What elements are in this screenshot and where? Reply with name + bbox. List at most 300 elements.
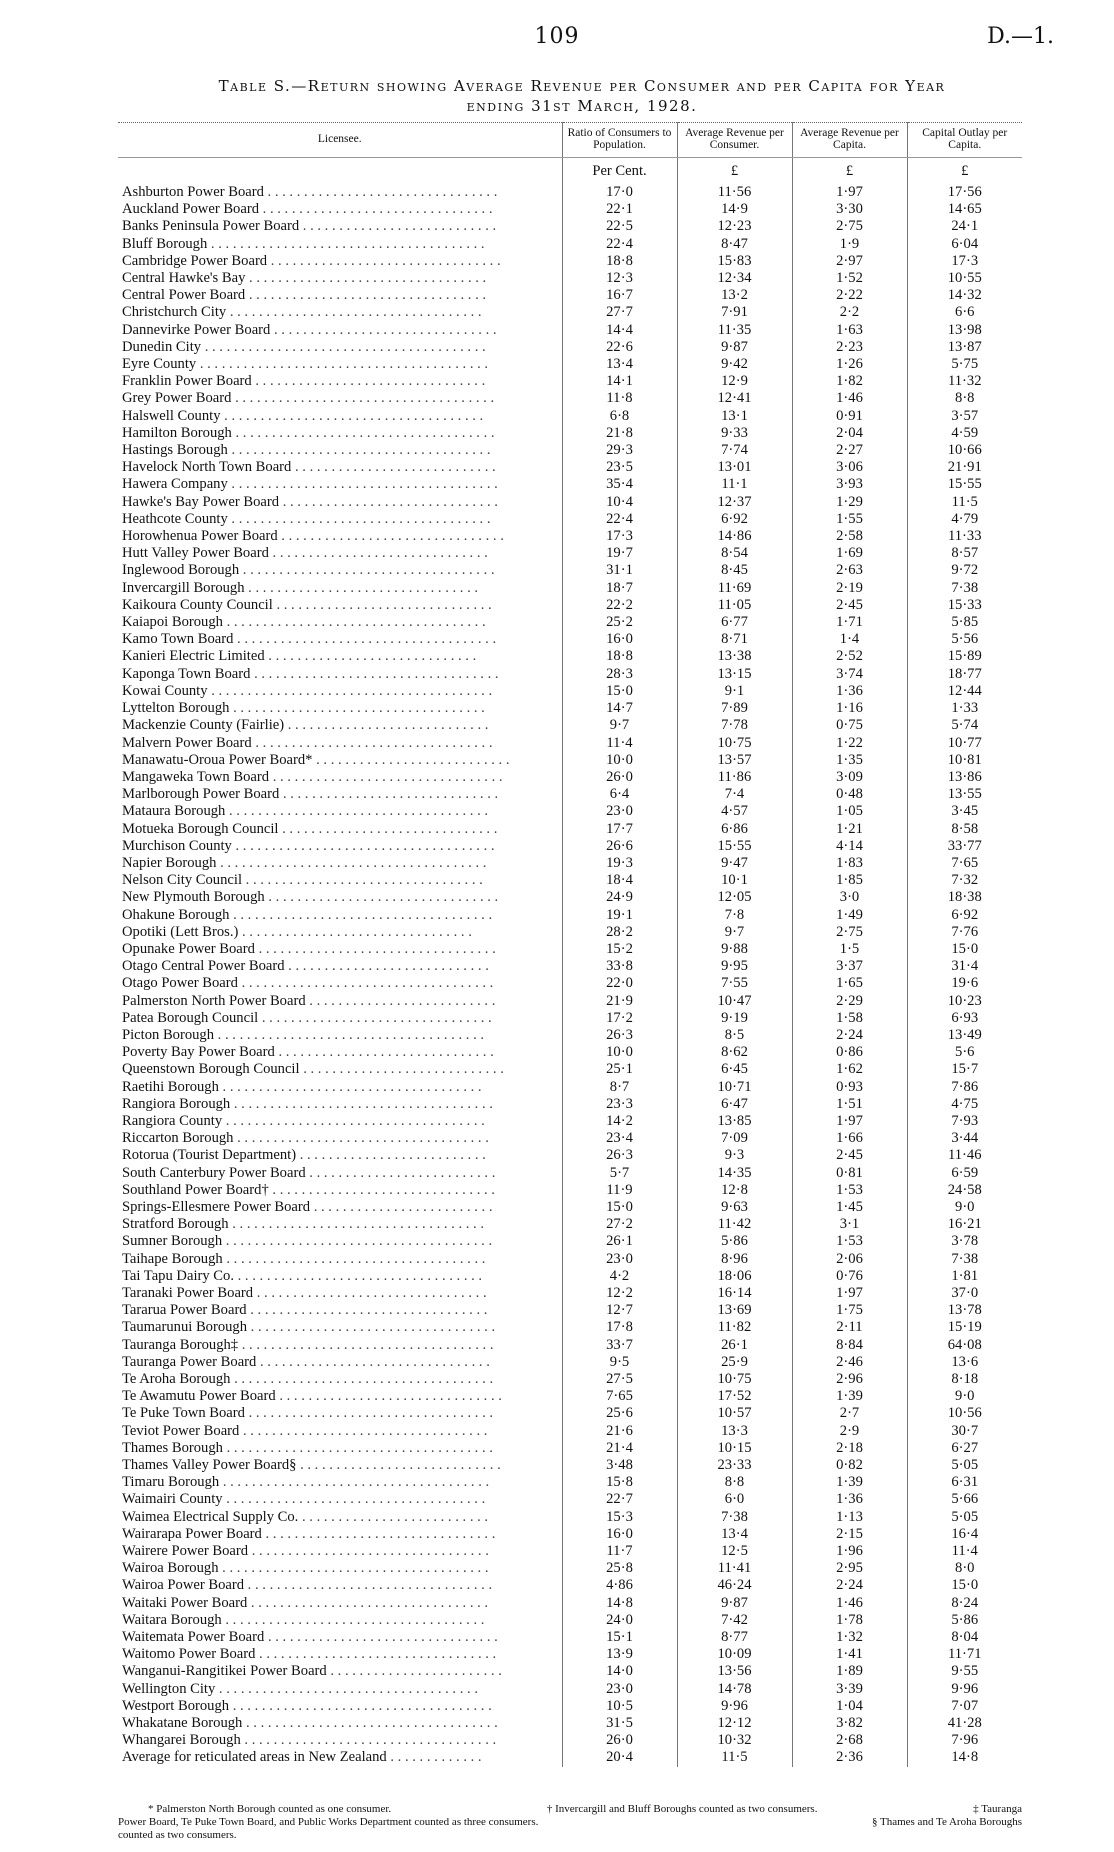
- table-row: [118, 1199, 1022, 1216]
- licensee-cell: [118, 1663, 562, 1680]
- revenue-capita-cell: 1·35: [792, 752, 907, 769]
- ratio-cell: 26·3: [562, 1027, 677, 1044]
- revenue-capita-cell: 2·46: [792, 1354, 907, 1371]
- leader-dots: . . . . . . . . . . . . . . . . . . . . . . . . . . . .: [284, 717, 489, 734]
- leader-dots: . . . . . . . . . . . . . . . . . . . . . . . . . .: [296, 1147, 486, 1164]
- header-revenue-per-capita: Average Revenue per Capita.: [792, 123, 907, 158]
- leader-dots: . . . . . . . . . . . . . . . . . . . . . . . . . .: [305, 1164, 496, 1181]
- leader-dots: . . . . . . . . . . . . . . . . . . . . . . . . . . . . . . . . . . . . . . .: [201, 338, 486, 355]
- capital-outlay-cell: 17·3: [907, 253, 1022, 270]
- table-row: [118, 236, 1022, 253]
- licensee-cell: [118, 287, 562, 304]
- revenue-capita-cell: 2·27: [792, 442, 907, 459]
- revenue-capita-cell: 1·69: [792, 545, 907, 562]
- licensee-cell: [118, 821, 562, 838]
- licensee-name: Napier Borough: [122, 854, 217, 871]
- table-row: [118, 459, 1022, 476]
- unit-cell: £: [677, 158, 792, 185]
- revenue-capita-cell: 1·96: [792, 1543, 907, 1560]
- licensee-cell: [118, 408, 562, 425]
- licensee-name: Picton Borough: [122, 1026, 215, 1043]
- capital-outlay-cell: 7·96: [907, 1732, 1022, 1749]
- licensee-cell: [118, 270, 562, 287]
- licensee-name: Inglewood Borough: [122, 562, 240, 579]
- licensee-cell: [118, 1543, 562, 1560]
- licensee-name: Hamilton Borough: [122, 424, 232, 441]
- licensee-cell: [118, 1113, 562, 1130]
- revenue-consumer-cell: 8·77: [677, 1629, 792, 1646]
- capital-outlay-cell: 24·1: [907, 218, 1022, 235]
- licensee-cell: [118, 1612, 562, 1629]
- leader-dots: . . . . . . . . . . . . . . . . . . . . . . . . . . . . . . . . . . . .: [218, 1078, 482, 1095]
- licensee-cell: [118, 1061, 562, 1078]
- licensee-name: Wairoa Borough: [122, 1560, 219, 1577]
- table-row: [118, 1405, 1022, 1422]
- capital-outlay-cell: 14·8: [907, 1749, 1022, 1766]
- leader-dots: . . . . . . . . . . . . . . . . . . . . . . . . . . . . . . . . . . . .: [233, 631, 497, 648]
- capital-outlay-cell: 15·89: [907, 648, 1022, 665]
- table-row: [118, 700, 1022, 717]
- leader-dots: . . . . . . . . . . . . . . . . . . . . . . . . . . . . . . . . . . .: [238, 1336, 494, 1353]
- capital-outlay-cell: 7·76: [907, 924, 1022, 941]
- licensee-name: Invercargill Borough: [122, 579, 245, 596]
- leader-dots: . . . . . . . . . . . . . . . . . . . . . . . . . . . . . .: [274, 1044, 494, 1061]
- licensee-cell: [118, 666, 562, 683]
- revenue-consumer-cell: 10·1: [677, 872, 792, 889]
- table-row: [118, 1457, 1022, 1474]
- revenue-capita-cell: 2·95: [792, 1560, 907, 1577]
- table-row: [118, 1543, 1022, 1560]
- licensee-cell: [118, 1079, 562, 1096]
- revenue-consumer-cell: 13·01: [677, 459, 792, 476]
- licensee-name: Te Aroha Borough: [122, 1371, 231, 1388]
- ratio-cell: 14·2: [562, 1113, 677, 1130]
- ratio-cell: 21·4: [562, 1440, 677, 1457]
- ratio-cell: 31·1: [562, 562, 677, 579]
- leader-dots: . . . . . . . . . . . . . . . . . . . . . . . . . . . . . . . . .: [254, 940, 496, 957]
- leader-dots: . . . . . . . . . . . . . . . . . . . . . . . . . . . . . . . . . . . .: [221, 1611, 485, 1628]
- licensee-name: Christchurch City: [122, 304, 227, 321]
- licensee-cell: [118, 1130, 562, 1147]
- table-body: [118, 158, 1022, 1767]
- capital-outlay-cell: 4·75: [907, 1096, 1022, 1113]
- revenue-consumer-cell: 11·41: [677, 1560, 792, 1577]
- revenue-capita-cell: 3·06: [792, 459, 907, 476]
- licensee-cell: [118, 1423, 562, 1440]
- table-row: [118, 717, 1022, 734]
- table-row: [118, 1440, 1022, 1457]
- licensee-cell: [118, 1698, 562, 1715]
- ratio-cell: 26·0: [562, 769, 677, 786]
- ratio-cell: 17·7: [562, 821, 677, 838]
- table-row: [118, 218, 1022, 235]
- leader-dots: . . . . . . . . . . . . . . . . . . . . . . . . . . . . . . . . . . . . .: [216, 854, 487, 871]
- table-row: [118, 683, 1022, 700]
- revenue-capita-cell: 2·45: [792, 597, 907, 614]
- leader-dots: . . . . . . . . . . . . . . . . . . . . . . . . . . . . . . . .: [238, 923, 472, 940]
- ratio-cell: 9·7: [562, 717, 677, 734]
- ratio-cell: 23·3: [562, 1096, 677, 1113]
- revenue-consumer-cell: 9·87: [677, 339, 792, 356]
- table-row: [118, 803, 1022, 820]
- table-row: [118, 752, 1022, 769]
- licensee-name: Taumarunui Borough: [122, 1319, 248, 1336]
- table-row: [118, 304, 1022, 321]
- capital-outlay-cell: 31·4: [907, 958, 1022, 975]
- leader-dots: . . . . . . . . . . . . . . . . . . . . . . . . . . . . . . . . .: [245, 270, 487, 287]
- revenue-capita-cell: 1·89: [792, 1663, 907, 1680]
- licensee-name: Kowai County: [122, 682, 208, 699]
- revenue-capita-cell: 2·11: [792, 1319, 907, 1336]
- licensee-cell: [118, 1491, 562, 1508]
- licensee-cell: [118, 838, 562, 855]
- capital-outlay-cell: 8·04: [907, 1629, 1022, 1646]
- ratio-cell: 22·6: [562, 339, 677, 356]
- ratio-cell: 33·8: [562, 958, 677, 975]
- revenue-capita-cell: 2·22: [792, 287, 907, 304]
- leader-dots: . . . . . . . . . . . . . . . . . . . . . . . . . . . . . .: [279, 786, 499, 803]
- revenue-capita-cell: 1·04: [792, 1698, 907, 1715]
- licensee-cell: [118, 1388, 562, 1405]
- table-row: [118, 1216, 1022, 1233]
- revenue-consumer-cell: 12·12: [677, 1715, 792, 1732]
- revenue-consumer-cell: 17·52: [677, 1388, 792, 1405]
- licensee-cell: [118, 993, 562, 1010]
- revenue-consumer-cell: 12·9: [677, 373, 792, 390]
- revenue-consumer-cell: 10·57: [677, 1405, 792, 1422]
- table-row: [118, 1474, 1022, 1491]
- licensee-name: Teviot Power Board: [122, 1422, 240, 1439]
- capital-outlay-cell: 15·19: [907, 1319, 1022, 1336]
- table-row: [118, 1732, 1022, 1749]
- licensee-name: Waitara Borough: [122, 1611, 222, 1628]
- document-code: D.—1.: [987, 24, 1054, 49]
- capital-outlay-cell: 13·86: [907, 769, 1022, 786]
- ratio-cell: 16·0: [562, 631, 677, 648]
- revenue-consumer-cell: 9·88: [677, 941, 792, 958]
- leader-dots: . . . . . . . . . . . . . . . . . . . . . . . . . . . . . . . . . .: [239, 1422, 488, 1439]
- licensee-cell: [118, 1577, 562, 1594]
- ratio-cell: 15·8: [562, 1474, 677, 1491]
- licensee-cell: [118, 597, 562, 614]
- ratio-cell: 27·7: [562, 304, 677, 321]
- capital-outlay-cell: 7·65: [907, 855, 1022, 872]
- leader-dots: . . . . . . . . . . . . . . . . . . . . . . . . . . . . . . . . . . . . . . . .: [196, 356, 489, 373]
- ratio-cell: 21·8: [562, 425, 677, 442]
- leader-dots: . . . . . . . . . . . . . . . . . . . . . . . . . . . . . . . . .: [242, 872, 483, 889]
- licensee-cell: [118, 1147, 562, 1164]
- ratio-cell: 19·3: [562, 855, 677, 872]
- table-row: [118, 339, 1022, 356]
- revenue-consumer-cell: 12·37: [677, 494, 792, 511]
- leader-dots: . . . . . . . . . . . . . . . . . . . . . . . . . . . . . . . . . . . . .: [222, 1439, 493, 1456]
- licensee-name: Average for reticulated areas in New Zealand: [122, 1749, 387, 1766]
- revenue-capita-cell: 2·18: [792, 1440, 907, 1457]
- capital-outlay-cell: 33·77: [907, 838, 1022, 855]
- revenue-capita-cell: 0·86: [792, 1044, 907, 1061]
- ratio-cell: 33·7: [562, 1337, 677, 1354]
- capital-outlay-cell: 37·0: [907, 1285, 1022, 1302]
- ratio-cell: 10·0: [562, 1044, 677, 1061]
- revenue-capita-cell: 2·9: [792, 1423, 907, 1440]
- revenue-capita-cell: 3·39: [792, 1681, 907, 1698]
- capital-outlay-cell: 10·55: [907, 270, 1022, 287]
- revenue-capita-cell: 1·32: [792, 1629, 907, 1646]
- revenue-consumer-cell: 14·86: [677, 528, 792, 545]
- licensee-cell: [118, 1732, 562, 1749]
- leader-dots: . . . . . . . . . . . . . . . . . . . . . . . . . . . . . .: [272, 596, 492, 613]
- ratio-cell: 24·9: [562, 889, 677, 906]
- licensee-name: Central Power Board: [122, 287, 246, 304]
- capital-outlay-cell: 5·6: [907, 1044, 1022, 1061]
- licensee-name: Whangarei Borough: [122, 1732, 241, 1749]
- licensee-name: Ashburton Power Board: [122, 184, 264, 200]
- capital-outlay-cell: 11·33: [907, 528, 1022, 545]
- unit-cell: £: [792, 158, 907, 185]
- revenue-consumer-cell: 10·71: [677, 1079, 792, 1096]
- leader-dots: . . . . . . . . . . . . . . . . . . . . . . . . . . . . . . .: [277, 528, 504, 545]
- licensee-name: Franklin Power Board: [122, 373, 252, 390]
- licensee-name: Halswell County: [122, 407, 221, 424]
- revenue-capita-cell: 1·49: [792, 907, 907, 924]
- table-row: [118, 1165, 1022, 1182]
- licensee-cell: [118, 1268, 562, 1285]
- leader-dots: . . . . . . . . . . . . . . . . . . . . . . . .: [326, 1663, 502, 1680]
- revenue-consumer-cell: 8·54: [677, 545, 792, 562]
- revenue-consumer-cell: 10·75: [677, 1371, 792, 1388]
- leader-dots: . . . . . . . . . . . . . . . . . . . . . . . . . . . . . . . .: [264, 1629, 498, 1646]
- leader-dots: . . . . . . . . . . . . . . . . . . . . . . . . . . . . . . . . . . .: [228, 1216, 484, 1233]
- revenue-capita-cell: 1·53: [792, 1233, 907, 1250]
- leader-dots: . . . . . . . . . . . . . . . . . . . . . . . . . . . . . . . . . . . . .: [222, 1233, 493, 1250]
- leader-dots: . . . . . . . . . . . . . . . . . . . . . . . . . . . . . . . . . . . .: [222, 614, 486, 631]
- revenue-consumer-cell: 7·4: [677, 786, 792, 803]
- footnote-asterisk: * Palmerston North Borough counted as one consumer.: [148, 1803, 392, 1815]
- ratio-cell: 25·6: [562, 1405, 677, 1422]
- ratio-cell: 18·4: [562, 872, 677, 889]
- capital-outlay-cell: 10·81: [907, 752, 1022, 769]
- table-row: [118, 528, 1022, 545]
- ratio-cell: 10·5: [562, 1698, 677, 1715]
- licensee-name: Timaru Borough: [122, 1474, 220, 1491]
- leader-dots: . . . . . . . . . . . . . . . . . . . . . . . . . . . . . . . . . . . .: [227, 442, 491, 459]
- leader-dots: . . . . . . . . . . . . . . . . . . . . . . . . . . . . . . . . .: [245, 287, 487, 304]
- licensee-name: Wairere Power Board: [122, 1543, 249, 1560]
- ratio-cell: 22·1: [562, 201, 677, 218]
- revenue-consumer-cell: 11·05: [677, 597, 792, 614]
- revenue-consumer-cell: 7·74: [677, 442, 792, 459]
- revenue-capita-cell: 1·58: [792, 1010, 907, 1027]
- licensee-cell: [118, 476, 562, 493]
- licensee-cell: [118, 1319, 562, 1336]
- leader-dots: . . . . . . . . . . . . . . . . . . . . . . . . . . . . . . . . . .: [250, 665, 499, 682]
- licensee-name: Southland Power Board†: [122, 1181, 269, 1198]
- revenue-consumer-cell: 11·35: [677, 322, 792, 339]
- revenue-capita-cell: 1·9: [792, 236, 907, 253]
- table-row: [118, 184, 1022, 201]
- ratio-cell: 15·0: [562, 1199, 677, 1216]
- table-row: [118, 597, 1022, 614]
- revenue-capita-cell: 2·06: [792, 1251, 907, 1268]
- ratio-cell: 9·5: [562, 1354, 677, 1371]
- revenue-capita-cell: 0·48: [792, 786, 907, 803]
- licensee-name: Whakatane Borough: [122, 1715, 243, 1732]
- ratio-cell: 13·4: [562, 356, 677, 373]
- revenue-capita-cell: 2·24: [792, 1577, 907, 1594]
- capital-outlay-cell: 5·75: [907, 356, 1022, 373]
- table-row: [118, 442, 1022, 459]
- ratio-cell: 16·0: [562, 1526, 677, 1543]
- leader-dots: . . . . . . . . . . . . . . . . . . . . . . . . . . . . . . . .: [256, 1353, 490, 1370]
- licensee-name: Waimairi County: [122, 1491, 223, 1508]
- revenue-capita-cell: 2·96: [792, 1371, 907, 1388]
- capital-outlay-cell: 5·74: [907, 717, 1022, 734]
- licensee-name: Mangaweka Town Board: [122, 768, 270, 785]
- licensee-name: Mataura Borough: [122, 803, 226, 820]
- table-row: [118, 855, 1022, 872]
- revenue-capita-cell: 1·05: [792, 803, 907, 820]
- revenue-capita-cell: 1·46: [792, 1595, 907, 1612]
- capital-outlay-cell: 64·08: [907, 1337, 1022, 1354]
- table-row: [118, 872, 1022, 889]
- ratio-cell: 26·0: [562, 1732, 677, 1749]
- capital-outlay-cell: 6·04: [907, 236, 1022, 253]
- table-row: [118, 1251, 1022, 1268]
- revenue-consumer-cell: 8·62: [677, 1044, 792, 1061]
- licensee-name: Lyttelton Borough: [122, 700, 230, 717]
- capital-outlay-cell: 10·66: [907, 442, 1022, 459]
- leader-dots: . . . . . . . . . . . . . . . . . . . . . . . . . . . . . . . . . . . .: [222, 1112, 485, 1129]
- licensee-name: Te Awamutu Power Board: [122, 1388, 276, 1405]
- licensee-name: Hutt Valley Power Board: [122, 545, 269, 562]
- capital-outlay-cell: 8·18: [907, 1371, 1022, 1388]
- revenue-consumer-cell: 23·33: [677, 1457, 792, 1474]
- licensee-cell: [118, 1560, 562, 1577]
- revenue-capita-cell: 1·97: [792, 1285, 907, 1302]
- licensee-cell: [118, 356, 562, 373]
- capital-outlay-cell: 15·0: [907, 941, 1022, 958]
- leader-dots: . . . . . . . . . . . . . . . . . . . . . . . . . . . . . . . . . . . .: [231, 424, 495, 441]
- licensee-name: Stratford Borough: [122, 1216, 229, 1233]
- revenue-capita-cell: 1·4: [792, 631, 907, 648]
- table-row: [118, 769, 1022, 786]
- revenue-consumer-cell: 8·8: [677, 1474, 792, 1491]
- ratio-cell: 28·2: [562, 924, 677, 941]
- revenue-consumer-cell: 7·91: [677, 304, 792, 321]
- table-row: [118, 924, 1022, 941]
- table-row: [118, 580, 1022, 597]
- leader-dots: . . . . . . . . . . . . . . . . . . . . . . . . .: [310, 1198, 493, 1215]
- revenue-consumer-cell: 7·42: [677, 1612, 792, 1629]
- table-row: [118, 1285, 1022, 1302]
- capital-outlay-cell: 9·0: [907, 1199, 1022, 1216]
- leader-dots: . . . . . . . . . . . . . . . . . . . . . . . . . . . . . . . . . . .: [229, 700, 485, 717]
- capital-outlay-cell: 21·91: [907, 459, 1022, 476]
- revenue-consumer-cell: 8·45: [677, 562, 792, 579]
- table-row: [118, 1130, 1022, 1147]
- capital-outlay-cell: 15·7: [907, 1061, 1022, 1078]
- ratio-cell: 25·8: [562, 1560, 677, 1577]
- licensee-name: Te Puke Town Board: [122, 1405, 245, 1422]
- licensee-cell: [118, 614, 562, 631]
- licensee-cell: [118, 1457, 562, 1474]
- revenue-capita-cell: 2·45: [792, 1147, 907, 1164]
- capital-outlay-cell: 13·49: [907, 1027, 1022, 1044]
- ratio-cell: 26·1: [562, 1233, 677, 1250]
- ratio-cell: 4·86: [562, 1577, 677, 1594]
- capital-outlay-cell: 16·4: [907, 1526, 1022, 1543]
- revenue-capita-cell: 1·5: [792, 941, 907, 958]
- licensee-cell: [118, 631, 562, 648]
- revenue-table-container: [118, 122, 1022, 1767]
- ratio-cell: 27·2: [562, 1216, 677, 1233]
- capital-outlay-cell: 7·93: [907, 1113, 1022, 1130]
- licensee-cell: [118, 1681, 562, 1698]
- licensee-cell: [118, 975, 562, 992]
- leader-dots: . . . . . . . . . . . . . . . . . . . . . . . . . . . . . . . . . . .: [239, 562, 495, 579]
- capital-outlay-cell: 5·05: [907, 1457, 1022, 1474]
- revenue-capita-cell: 1·36: [792, 683, 907, 700]
- revenue-consumer-cell: 8·5: [677, 1027, 792, 1044]
- table-row: [118, 1096, 1022, 1113]
- revenue-consumer-cell: 7·89: [677, 700, 792, 717]
- ratio-cell: 27·5: [562, 1371, 677, 1388]
- licensee-cell: [118, 1509, 562, 1526]
- table-row: [118, 562, 1022, 579]
- capital-outlay-cell: 14·32: [907, 287, 1022, 304]
- revenue-capita-cell: 0·93: [792, 1079, 907, 1096]
- capital-outlay-cell: 8·8: [907, 390, 1022, 407]
- licensee-name: Taranaki Power Board: [122, 1285, 254, 1301]
- licensee-cell: [118, 1285, 562, 1302]
- licensee-cell: [118, 889, 562, 906]
- ratio-cell: 15·2: [562, 941, 677, 958]
- licensee-name: Dunedin City: [122, 338, 202, 355]
- leader-dots: . . . . . . . . . . . . . . . . . . . . . . . . . . . . . . . . . . . .: [215, 1680, 478, 1697]
- revenue-consumer-cell: 13·1: [677, 408, 792, 425]
- ratio-cell: 22·4: [562, 511, 677, 528]
- capital-outlay-cell: 8·58: [907, 821, 1022, 838]
- footnote-line-1: [118, 1803, 1022, 1816]
- table-row: [118, 270, 1022, 287]
- licensee-cell: [118, 201, 562, 218]
- table-row: [118, 1388, 1022, 1405]
- licensee-cell: [118, 1526, 562, 1543]
- capital-outlay-cell: 13·78: [907, 1302, 1022, 1319]
- table-row: [118, 1113, 1022, 1130]
- ratio-cell: 17·2: [562, 1010, 677, 1027]
- revenue-consumer-cell: 26·1: [677, 1337, 792, 1354]
- ratio-cell: 35·4: [562, 476, 677, 493]
- revenue-capita-cell: 1·62: [792, 1061, 907, 1078]
- header-licensee: Licensee.: [118, 123, 562, 158]
- revenue-consumer-cell: 12·8: [677, 1182, 792, 1199]
- leader-dots: . . . . . . . . . . . . . . . . . . . . . . . . . .: [298, 1508, 489, 1525]
- licensee-cell: [118, 373, 562, 390]
- capital-outlay-cell: 13·55: [907, 786, 1022, 803]
- table-row: [118, 1233, 1022, 1250]
- revenue-capita-cell: 1·65: [792, 975, 907, 992]
- revenue-consumer-cell: 13·69: [677, 1302, 792, 1319]
- table-row: [118, 1491, 1022, 1508]
- licensee-name: Sumner Borough: [122, 1233, 223, 1250]
- licensee-name: Rangiora Borough: [122, 1095, 231, 1112]
- licensee-cell: [118, 683, 562, 700]
- table-title-line-1: Table S.—Return showing Average Revenue per Consumer and per Capita for Year: [218, 77, 946, 95]
- revenue-consumer-cell: 4·57: [677, 803, 792, 820]
- capital-outlay-cell: 30·7: [907, 1423, 1022, 1440]
- capital-outlay-cell: 5·86: [907, 1612, 1022, 1629]
